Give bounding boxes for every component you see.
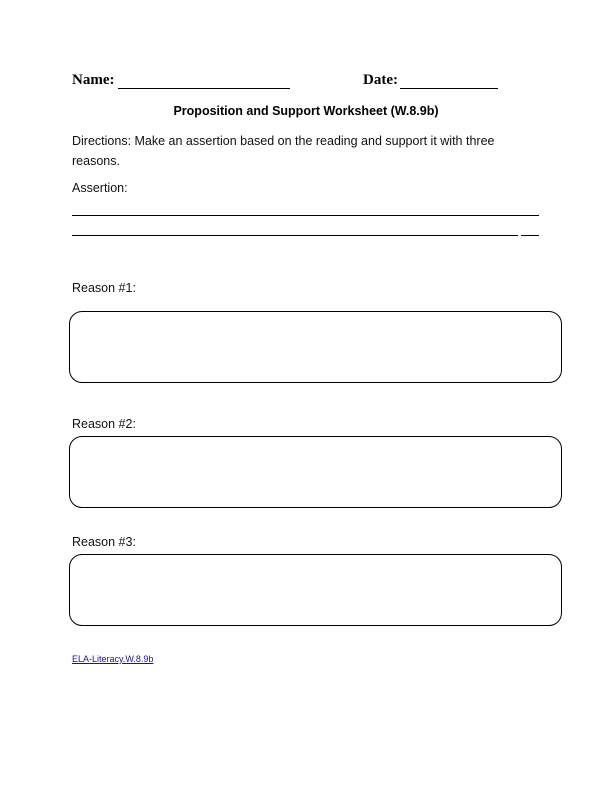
name-blank-line	[118, 88, 290, 89]
worksheet-title: Proposition and Support Worksheet (W.8.9b)	[173, 104, 439, 118]
reason-2-answer-box[interactable]	[69, 436, 562, 508]
reason-1-label: Reason #1:	[72, 281, 136, 295]
assertion-line-2	[72, 235, 518, 236]
reason-2-label: Reason #2:	[72, 417, 136, 431]
name-label: Name:	[72, 72, 115, 88]
date-blank-line	[400, 88, 498, 89]
standard-link[interactable]: ELA-Literacy.W.8.9b	[72, 654, 154, 664]
reason-3-label: Reason #3:	[72, 535, 136, 549]
date-label: Date:	[363, 72, 398, 88]
reason-1-answer-box[interactable]	[69, 311, 562, 383]
assertion-line-2-end	[521, 235, 539, 236]
assertion-label: Assertion:	[72, 181, 128, 195]
assertion-line-1	[72, 215, 539, 216]
reason-3-answer-box[interactable]	[69, 554, 562, 626]
directions-text: Directions: Make an assertion based on the reading and support it with three reasons.	[72, 134, 495, 168]
